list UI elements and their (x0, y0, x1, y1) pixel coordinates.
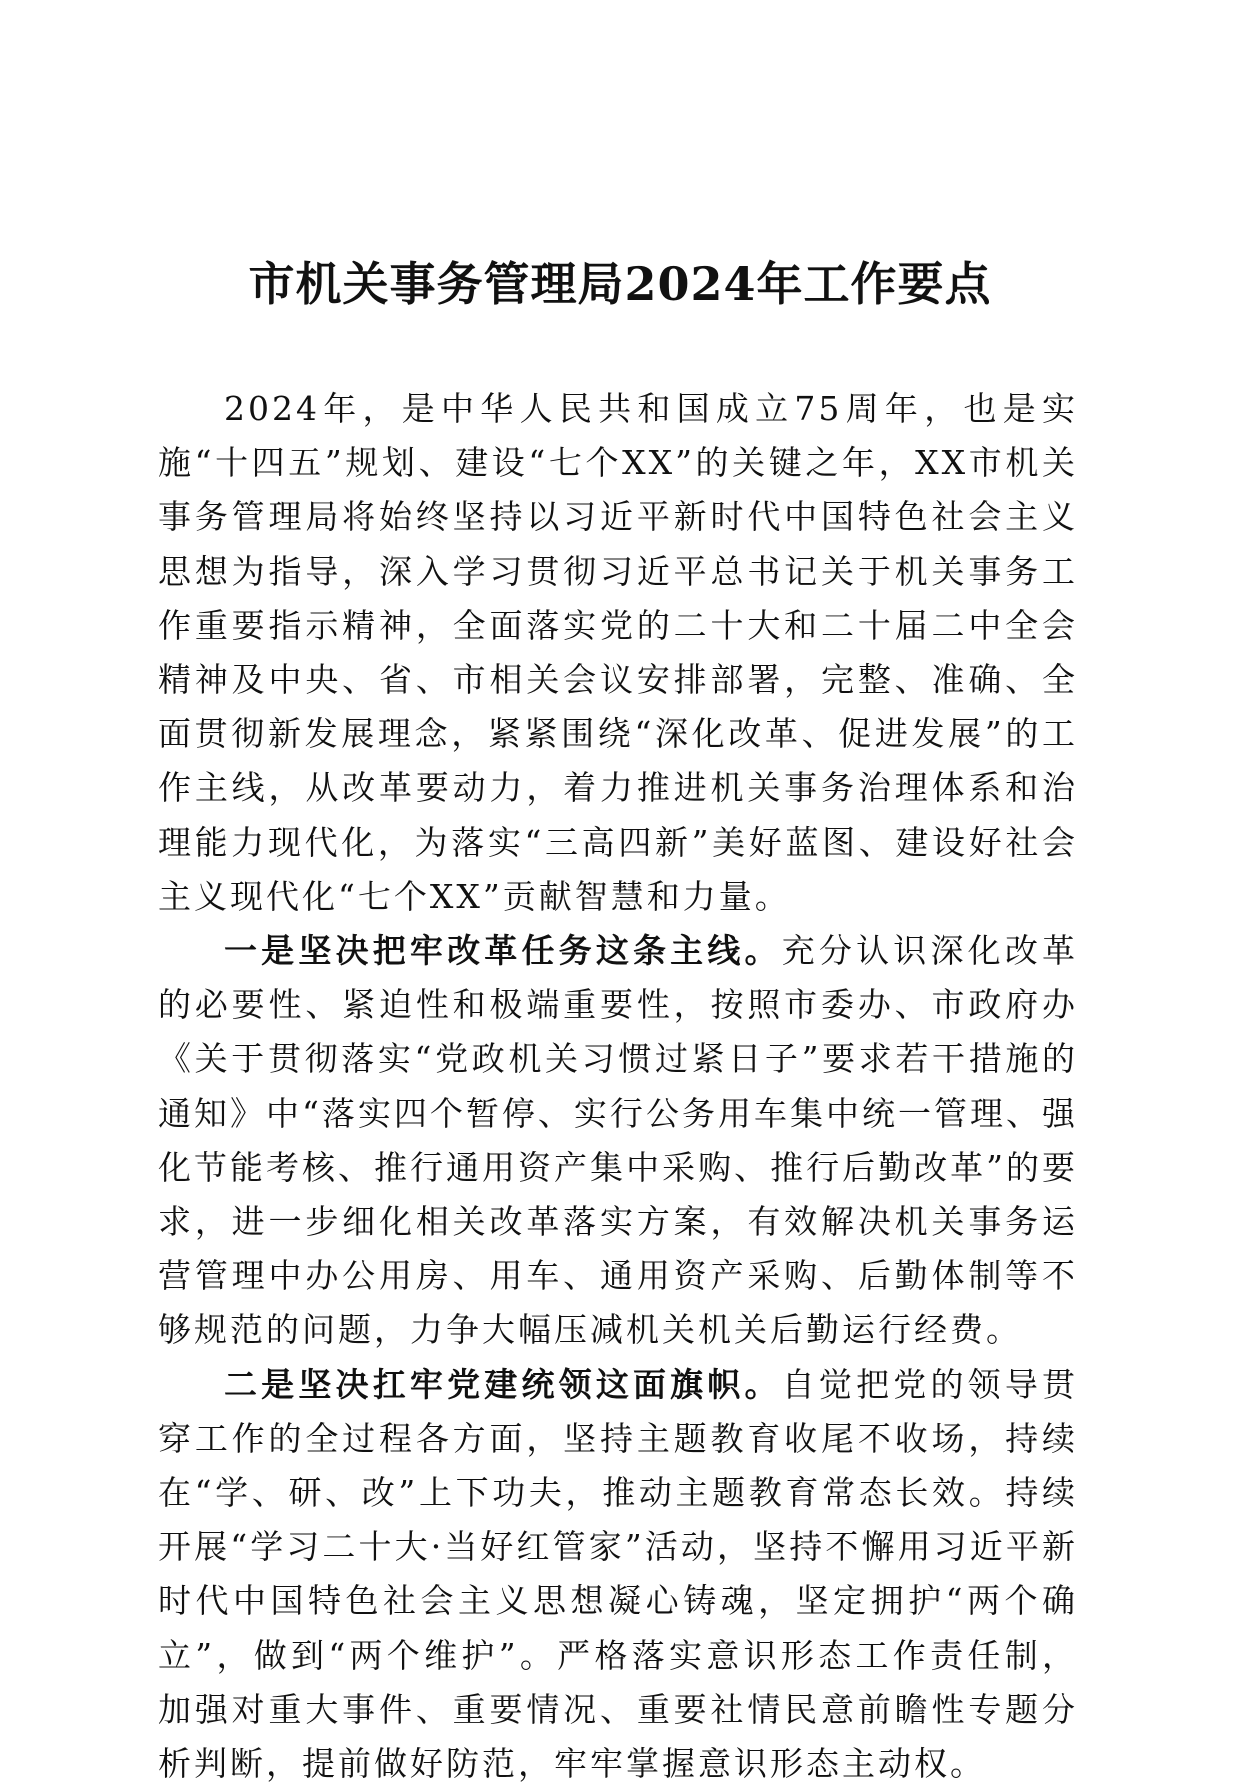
document-title: 市机关事务管理局2024年工作要点 (248, 257, 992, 311)
paragraph-text: 充分认识深化改革的必要性、紧迫性和极端重要性，按照市委办、市政府办《关于贯彻落实“党政机关习惯过紧日子”要求若干措施的通知》中“落实四个暂停、实行公务用车集中统一管理、强化节能考核、推行通用资产集中采购、推行后勤改革”的要求，进一步细化相关改革落实方案，有效解决机关事务运营管理中办公用房、用车、通用资产采购、后勤体制等不够规范的问题，力争大幅压减机关机关后勤运行经费。 (158, 931, 1079, 1350)
paragraph-lead: 一是坚决把牢改革任务这条主线。 (224, 931, 782, 971)
paragraph-party-building (158, 1358, 1078, 1791)
paragraph-intro (158, 382, 1078, 924)
paragraph-text: 自觉把党的领导贯穿工作的全过程各方面，坚持主题教育收尾不收场，持续在“学、研、改”上下功夫，推动主题教育常态长效。持续开展“学习二十大·当好红管家”活动，坚持不懈用习近平新时代中国特色社会主义思想凝心铸魂，坚定拥护“两个确立”，做到“两个维护”。严格落实意识形态工作责任制，加强对重大事件、重要情况、重要社情民意前瞻性专题分析判断，提前做好防范，牢牢掌握意识形态主动权。 (158, 1364, 1079, 1784)
paragraph-text: 2024年，是中华人民共和国成立75周年，也是实施“十四五”规划、建设“七个XX”的关键之年，XX市机关事务管理局将始终坚持以习近平新时代中国特色社会主义思想为指导，深入学习贯彻习近平总书记关于机关事务工作重要指示精神，全面落实党的二十大和二十届二中全会精神及中央、省、市相关会议安排部署，完整、准确、全面贯彻新发展理念，紧紧围绕“深化改革、促进发展”的工作主线，从改革要动力，着力推进机关事务治理体系和治理能力现代化，为落实“三高四新”美好蓝图、建设好社会主义现代化“七个XX”贡献智慧和力量。 (158, 389, 1078, 916)
paragraph-reform (158, 924, 1078, 1358)
paragraph-lead: 二是坚决扛牢党建统领这面旗帜。 (224, 1364, 782, 1404)
document-body (158, 382, 1078, 1791)
